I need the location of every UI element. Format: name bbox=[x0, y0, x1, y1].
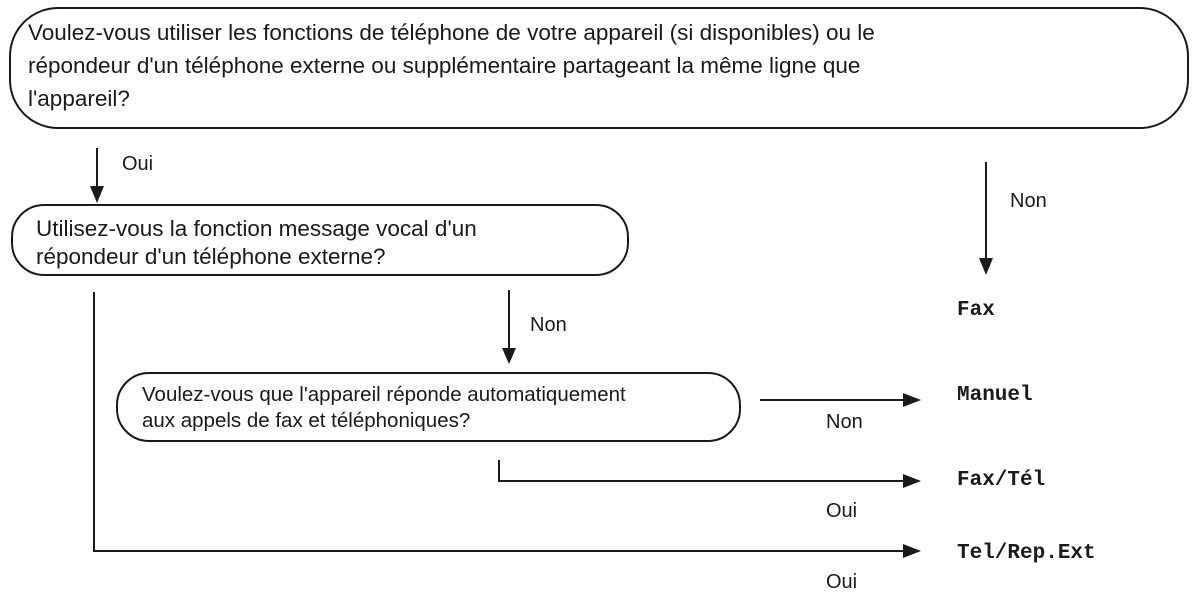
question-1-line-1: Voulez-vous utiliser les fonctions de téléphone de votre appareil (si disponibles) ou le bbox=[28, 20, 875, 45]
edge-q1-yes bbox=[90, 148, 153, 203]
edge-q3-yes bbox=[499, 460, 921, 522]
arrow-right-icon bbox=[903, 544, 921, 558]
question-1 bbox=[10, 8, 1188, 128]
question-2-line-2: répondeur d'un téléphone externe? bbox=[36, 244, 386, 269]
question-2-line-1: Utilisez-vous la fonction message vocal d'un bbox=[36, 216, 477, 241]
question-1-line-3: l'appareil? bbox=[28, 86, 130, 111]
outcome-tel-rep-ext: Tel/Rep.Ext bbox=[957, 542, 1096, 565]
edge-q3-yes-line bbox=[499, 460, 905, 481]
edge-q1-no-label: Non bbox=[1010, 190, 1047, 212]
edge-q1-no bbox=[979, 162, 1047, 275]
arrow-right-icon bbox=[903, 393, 921, 407]
arrow-right-icon bbox=[903, 474, 921, 488]
edge-q2-no bbox=[502, 290, 567, 364]
edge-q3-yes-label: Oui bbox=[826, 500, 858, 522]
edge-q2-yes bbox=[94, 292, 921, 593]
edge-q3-no bbox=[760, 393, 921, 433]
question-1-line-2: répondeur d'un téléphone externe ou supplémentaire partageant la même ligne que bbox=[28, 53, 861, 78]
outcome-manuel: Manuel bbox=[957, 384, 1033, 407]
question-3-line-2: aux appels de fax et téléphoniques? bbox=[142, 409, 471, 432]
arrow-down-icon bbox=[502, 348, 516, 364]
arrow-down-icon bbox=[90, 186, 104, 203]
outcome-fax-tel: Fax/Tél bbox=[957, 469, 1046, 492]
edge-q1-yes-label: Oui bbox=[122, 153, 154, 175]
edge-q2-yes-label: Oui bbox=[826, 571, 858, 593]
question-3 bbox=[117, 373, 740, 441]
question-2 bbox=[12, 205, 628, 275]
outcome-fax: Fax bbox=[957, 299, 995, 322]
edge-q2-no-label: Non bbox=[530, 314, 567, 336]
arrow-down-icon bbox=[979, 258, 993, 275]
question-3-line-1: Voulez-vous que l'appareil réponde automatiquement bbox=[142, 383, 626, 406]
edge-q3-no-label: Non bbox=[826, 411, 863, 433]
